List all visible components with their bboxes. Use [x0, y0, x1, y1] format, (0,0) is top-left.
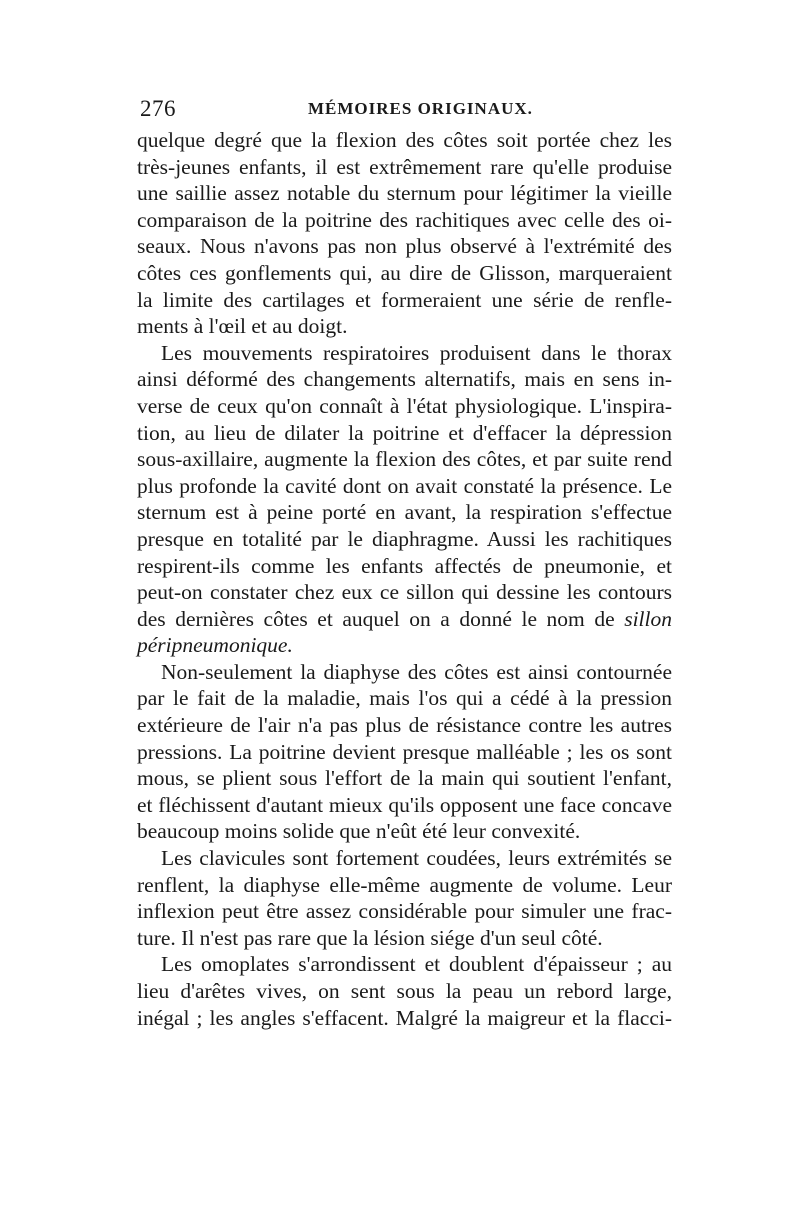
text-line: peut-on constater chez eux ce sillon qui dessine les contours	[137, 580, 672, 605]
text-line: tion, au lieu de dilater la poitrine et d'effacer la dépression	[137, 420, 672, 445]
text-line: renflent, la diaphyse elle-même augmente de volume. Leur	[137, 872, 672, 897]
text-line: Les mouvements respiratoires produisent dans le thorax	[161, 340, 672, 365]
text-line	[137, 606, 672, 633]
text-line: respirent-ils comme les enfants affectés de pneumonie, et	[137, 553, 672, 578]
text-line: extérieure de l'air n'a pas plus de résistance contre les autres	[137, 713, 672, 738]
text-line: seaux. Nous n'avons pas non plus observé à l'extrémité des	[137, 234, 672, 259]
text-line: ainsi déformé des changements alternatifs, mais en sens in-	[137, 367, 672, 392]
text-line: la limite des cartilages et formeraient une série de renfle-	[137, 287, 672, 312]
text-line: et fléchissent d'autant mieux qu'ils opposent une face concave	[137, 792, 672, 817]
body-text	[137, 127, 672, 1031]
text-line: pressions. La poitrine devient presque malléable ; les os sont	[137, 739, 672, 764]
text-line: inflexion peut être assez considérable pour simuler une frac-	[137, 899, 672, 924]
text-line: plus profonde la cavité dont on avait constaté la présence. Le	[137, 473, 672, 498]
running-head	[140, 96, 670, 122]
running-title: MÉMOIRES ORIGINAUX.	[308, 99, 533, 118]
text-line: Non-seulement la diaphyse des côtes est ainsi contournée	[161, 659, 672, 684]
text-line: une saillie assez notable du sternum pour légitimer la vieille	[137, 181, 672, 206]
text-line: Les omoplates s'arrondissent et doublent d'épaisseur ; au	[161, 952, 672, 977]
text-line: très-jeunes enfants, il est extrêmement rare qu'elle produise	[137, 154, 672, 179]
text-line: lieu d'arêtes vives, on sent sous la peau un rebord large,	[137, 979, 672, 1003]
text-line: côtes ces gonflements qui, au dire de Glisson, marqueraient	[137, 260, 672, 285]
text-line: ments à l'œil et au doigt.	[137, 314, 348, 339]
text-line: sous-axillaire, augmente la flexion des côtes, et par suite rend	[137, 447, 672, 472]
text-line: inégal ; les angles s'effacent. Malgré la maigreur et la flacci-	[137, 1005, 672, 1030]
text-line: sternum est à peine porté en avant, la respiration s'effectue	[137, 500, 672, 525]
text-line: par le fait de la maladie, mais l'os qui a cédé à la pression	[137, 686, 672, 711]
text-line: mous, se plient sous l'effort de la main qui soutient l'enfant,	[137, 766, 672, 791]
text-line: quelque degré que la flexion des côtes soit portée chez les	[137, 128, 672, 152]
page-number: 276	[140, 96, 176, 121]
text-line: beaucoup moins solide que n'eût été leur convexité.	[137, 819, 581, 844]
text-line: ture. Il n'est pas rare que la lésion siége d'un seul côté.	[137, 925, 603, 950]
text-line: comparaison de la poitrine des rachitiques avec celle des oi-	[137, 207, 672, 232]
text-line: Les clavicules sont fortement coudées, leurs extrémités se	[161, 846, 672, 871]
text-fragment: des dernières côtes et auquel on a donné le nom de	[137, 606, 625, 631]
italic-term: sillon	[624, 606, 672, 631]
text-line: verse de ceux qu'on connaît à l'état physiologique. L'inspira-	[137, 393, 672, 418]
italic-term-line: péripneumonique.	[137, 633, 293, 658]
text-line: presque en totalité par le diaphragme. Aussi les rachitiques	[137, 526, 672, 551]
